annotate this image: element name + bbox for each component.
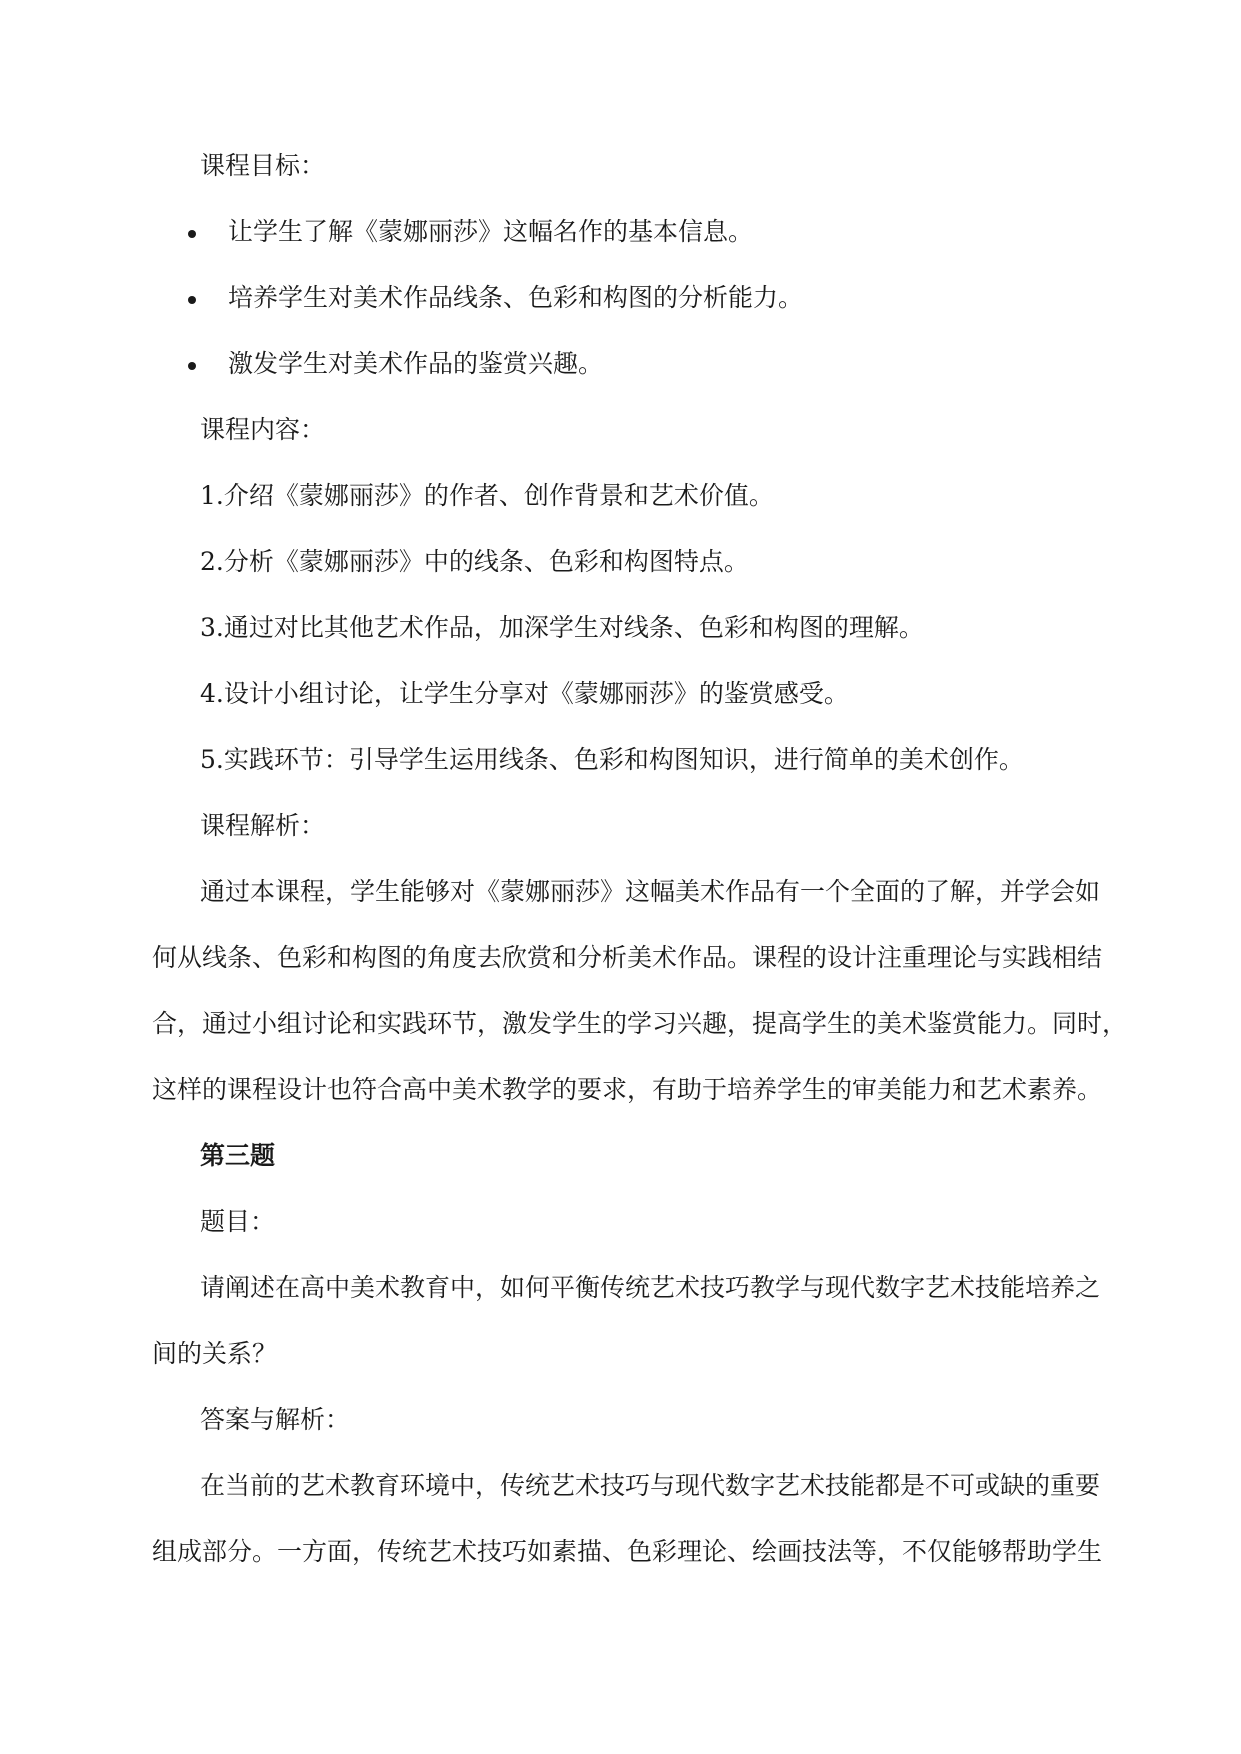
bullet-text: 让学生了解《蒙娜丽莎》这幅名作的基本信息。 <box>228 217 754 246</box>
question-heading: 题目： <box>200 1207 276 1236</box>
goals-heading: 课程目标： <box>200 151 326 180</box>
content-item: 4.设计小组讨论，让学生分享对《蒙娜丽莎》的鉴赏感受。 <box>200 679 849 708</box>
analysis-line: 通过本课程，学生能够对《蒙娜丽莎》这幅美术作品有一个全面的了解，并学会如 <box>200 877 1101 906</box>
bullet-text: 培养学生对美术作品线条、色彩和构图的分析能力。 <box>228 283 804 312</box>
answer-line: 在当前的艺术教育环境中，传统艺术技巧与现代数字艺术技能都是不可或缺的重要 <box>200 1471 1101 1500</box>
content-item: 5.实践环节：引导学生运用线条、色彩和构图知识，进行简单的美术创作。 <box>200 745 1024 774</box>
content-heading: 课程内容： <box>200 415 326 444</box>
bullet-dot-icon <box>188 230 196 238</box>
bullet-dot-icon <box>188 296 196 304</box>
question-line: 间的关系？ <box>152 1339 278 1368</box>
bullet-text: 激发学生对美术作品的鉴赏兴趣。 <box>228 349 604 378</box>
bullet-dot-icon <box>188 362 196 370</box>
answer-heading: 答案与解析： <box>200 1405 351 1434</box>
analysis-line: 合，通过小组讨论和实践环节，激发学生的学习兴趣，提高学生的美术鉴赏能力。同时， <box>152 1009 1128 1038</box>
content-item: 2.分析《蒙娜丽莎》中的线条、色彩和构图特点。 <box>200 547 749 576</box>
analysis-line: 这样的课程设计也符合高中美术教学的要求，有助于培养学生的审美能力和艺术素养。 <box>152 1075 1103 1104</box>
analysis-heading: 课程解析： <box>200 811 326 840</box>
answer-line: 组成部分。一方面，传统艺术技巧如素描、色彩理论、绘画技法等，不仅能够帮助学生 <box>152 1537 1103 1566</box>
content-item: 1.介绍《蒙娜丽莎》的作者、创作背景和艺术价值。 <box>200 481 774 510</box>
analysis-line: 何从线条、色彩和构图的角度去欣赏和分析美术作品。课程的设计注重理论与实践相结 <box>152 943 1103 972</box>
section-title: 第三题 <box>200 1141 276 1170</box>
content-item: 3.通过对比其他艺术作品，加深学生对线条、色彩和构图的理解。 <box>200 613 924 642</box>
question-line: 请阐述在高中美术教育中，如何平衡传统艺术技巧教学与现代数字艺术技能培养之 <box>200 1273 1101 1302</box>
